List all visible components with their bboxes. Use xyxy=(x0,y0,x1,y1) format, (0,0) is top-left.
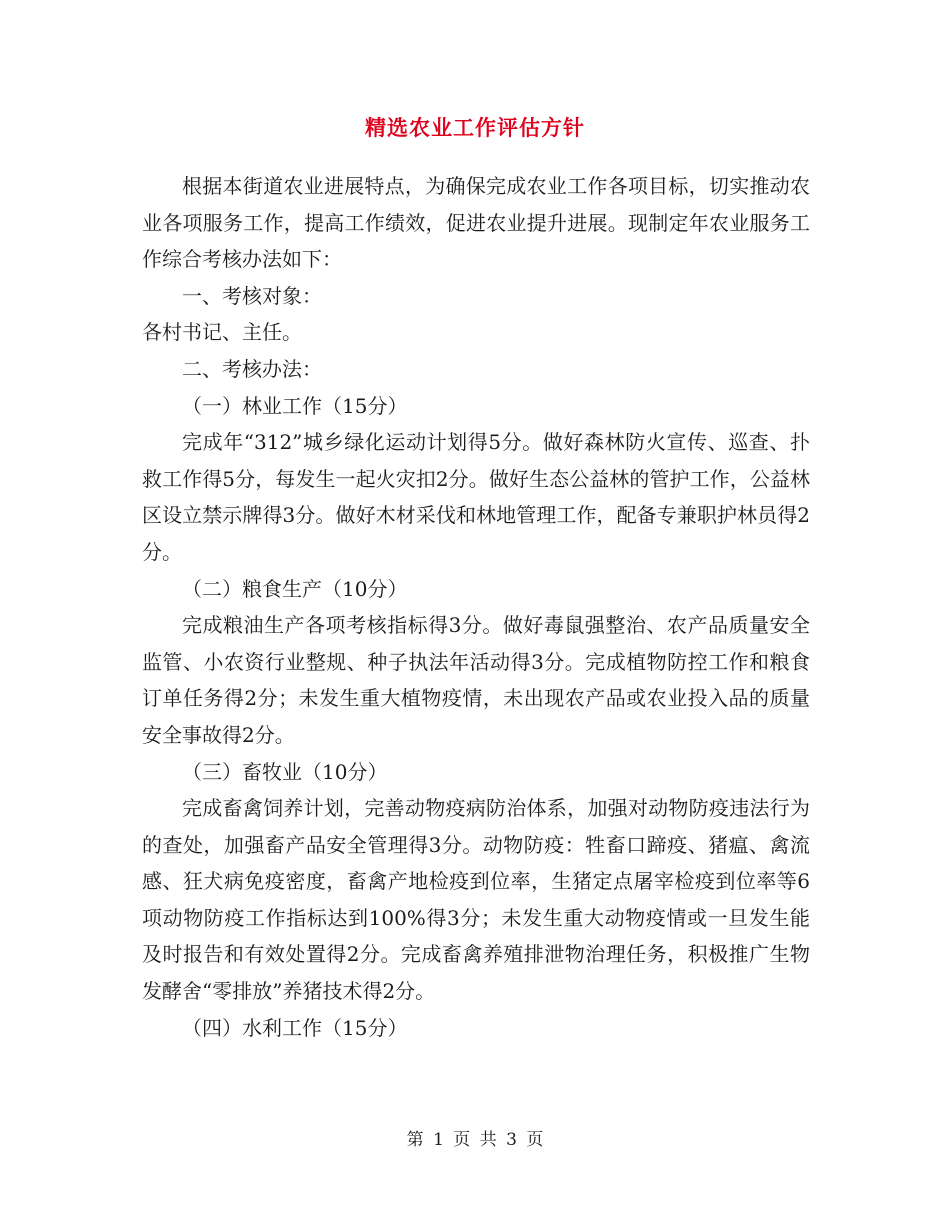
page-footer: 第 1 页 共 3 页 xyxy=(406,1130,544,1150)
subsection-heading-water: （四）水利工作（15分） xyxy=(182,1015,408,1040)
forestry-paragraph: 完成年“312”城乡绿化运动计划得5分。做好森林防火宣传、巡查、扑救工作得5分，每发生一起火灾扣2分。做好生态公益林的管护工作，公益林区设立禁示牌得3分。做好木材采伐和林地管理工作，配备专兼职护林员得2分。 xyxy=(142,430,810,564)
subsection-heading-grain: （二）粮食生产（10分） xyxy=(182,576,408,601)
livestock-paragraph: 完成畜禽饲养计划，完善动物疫病防治体系，加强对动物防疫违法行为的查处，加强畜产品安全管理得3分。动物防疫：牲畜口蹄疫、猪瘟、禽流感、狂犬病免疫密度，畜禽产地检疫到位率，生猪定点屠宰检疫到位率等6项动物防疫工作指标达到100%得3分；未发生重大动物疫情或一旦发生能及时报告和有效处置得2分。完成畜禽养殖排泄物治理任务，积极推广生物发酵舍“零排放”养猪技术得2分。 xyxy=(142,796,810,1004)
subsection-heading-livestock: （三）畜牧业（10分） xyxy=(182,759,388,784)
subsection-heading-forestry: （一）林业工作（15分） xyxy=(182,393,408,418)
document-body xyxy=(142,168,810,1046)
grain-paragraph: 完成粮油生产各项考核指标得3分。做好毒鼠强整治、农产品质量安全监管、小农资行业整规、种子执法年活动得3分。完成植物防控工作和粮食订单任务得2分；未发生重大植物疫情，未出现农产品或农业投入品的质量安全事故得2分。 xyxy=(142,613,810,747)
section-1-content: 各村书记、主任。 xyxy=(142,320,302,345)
document-title: 精选农业工作评估方针 xyxy=(365,115,585,140)
intro-paragraph: 根据本街道农业进展特点，为确保完成农业工作各项目标，切实推动农业各项服务工作，提高工作绩效，促进农业提升进展。现制定年农业服务工作综合考核办法如下： xyxy=(142,174,810,272)
section-heading-2: 二、考核办法： xyxy=(182,356,322,381)
section-heading-1: 一、考核对象： xyxy=(182,283,322,308)
